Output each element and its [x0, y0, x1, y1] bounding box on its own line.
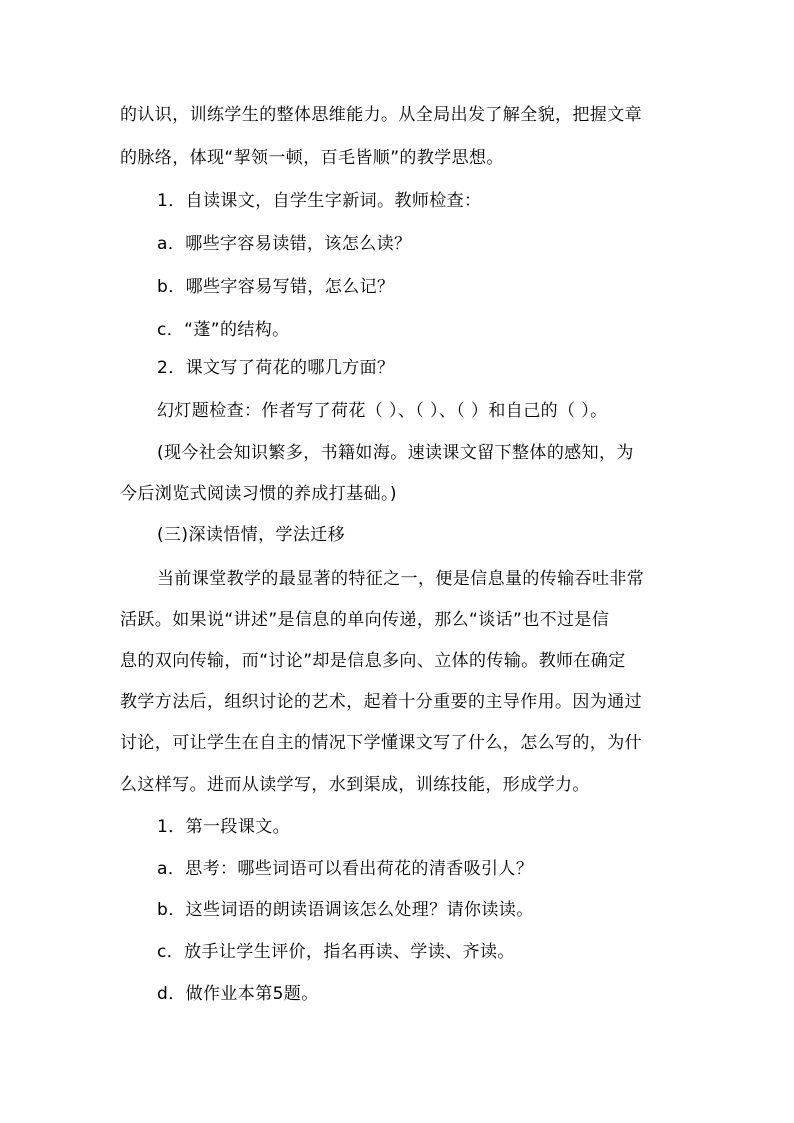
text-line: 么这样写。进而从读学写，水到渠成，训练技能，形成学力。: [120, 775, 590, 795]
text-line: c．“蓬”的结构。: [157, 320, 290, 340]
text-line: a．思考：哪些词语可以看出荷花的清香吸引人？: [157, 859, 534, 879]
text-line: 的脉络，体现“挈领一顿，百毛皆顺”的教学思想。: [120, 148, 504, 168]
text-line: d．做作业本第5题。: [157, 984, 319, 1004]
text-line: 2．课文写了荷花的哪几方面？: [157, 358, 395, 378]
text-line: a．哪些字容易读错，该怎么读？: [157, 234, 412, 254]
text-line: (现今社会知识繁多，书籍如海。速读课文留下整体的感知，为: [157, 443, 634, 463]
text-line: 当前课堂教学的最显著的特征之一，便是信息量的传输吞吐非常: [157, 569, 645, 589]
text-line: 1．第一段课文。: [157, 817, 291, 837]
text-line: 教学方法后，组织讨论的艺术，起着十分重要的主导作用。因为通过: [120, 692, 642, 712]
text-line: 讨论，可让学生在自主的情况下学懂课文写了什么，怎么写的，为什: [120, 733, 642, 753]
text-line: c．放手让学生评价，指名再读、学读、齐读。: [157, 942, 515, 962]
text-line: 幻灯题检查：作者写了荷花（ ）、（ ）、（ ）和自己的（ ）。: [157, 401, 608, 421]
text-line: b．哪些字容易写错，怎么记？: [157, 277, 395, 297]
text-line: 活跃。如果说“讲述”是信息的单向传递，那么“谈话”也不过是信: [120, 610, 610, 630]
text-line: b．这些词语的朗读语调该怎么处理？请你读读。: [157, 900, 534, 920]
text-line: 今后浏览式阅读习惯的养成打基础。): [120, 484, 397, 504]
section-heading: (三)深读悟情，学法迁移: [157, 525, 346, 545]
text-line: 1．自读课文，自学生字新词。教师检查：: [157, 191, 482, 211]
text-line: 的认识，训练学生的整体思维能力。从全局出发了解全貌，把握文章: [120, 105, 642, 125]
text-line: 息的双向传输，而“讨论”却是信息多向、立体的传输。教师在确定: [120, 651, 626, 671]
